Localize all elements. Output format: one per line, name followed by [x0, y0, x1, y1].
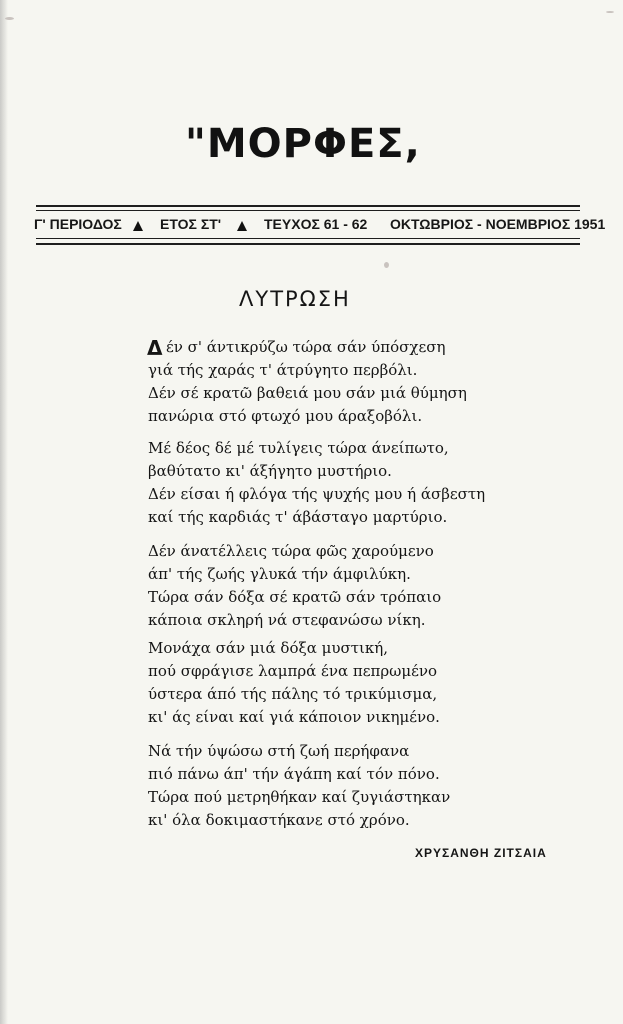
paper-speck: [606, 11, 614, 13]
bottom-rule-upper: [36, 238, 580, 239]
poem-line: κι' όλα δοκιμαστήκανε στό χρόνο.: [148, 811, 410, 829]
poem-line: Δέν είσαι ή φλόγα τής ψυχής μου ή άσβεστη: [148, 485, 486, 503]
poem-line: Δέν άνατέλλεις τώρα φῶς χαρούμενο: [148, 542, 434, 560]
period-label: Γ' ΠΕΡΙΟΔΟΣ: [34, 216, 122, 232]
poem-line: [148, 336, 518, 359]
poem-line: κάποια σκληρή νά στεφανώσω νίκη.: [148, 611, 426, 629]
poem-line: Μέ δέος δέ μέ τυλίγεις τώρα άνείπωτο,: [148, 439, 449, 457]
page-edge-shadow: [0, 0, 8, 1024]
issue-information-line: [34, 216, 606, 234]
poem-line: πού σφράγισε λαμπρά ένα πεπρωμένο: [148, 662, 438, 680]
poem-line: πανώρια στό φτωχό μου άραξοβόλι.: [148, 407, 423, 425]
top-rule-lower: [36, 210, 580, 211]
poem-line: γιά τής χαράς τ' άτρύγητο περβόλι.: [148, 361, 418, 379]
poem-line: άπ' τής ζωής γλυκά τήν άμφιλύκη.: [148, 565, 411, 583]
poem-stanza-4: [148, 637, 518, 729]
poem-title: ΛΥΤΡΩΣΗ: [239, 287, 351, 311]
poem-line: πιό πάνω άπ' τήν άγάπη καί τόν πόνο.: [148, 765, 440, 783]
poem-line-text: έν σ' άντικρύζω τώρα σάν ύπόσχεση: [166, 338, 446, 356]
separator-triangle-icon: [133, 221, 143, 231]
bottom-rule-lower: [36, 243, 580, 245]
year-label: ΕΤΟΣ ΣΤ': [160, 216, 222, 232]
poem-line: καί τής καρδιάς τ' άβάσταγο μαρτύριο.: [148, 508, 448, 526]
poem-line: Δέν σέ κρατῶ βαθειά μου σάν μιά θύμηση: [148, 384, 467, 402]
drop-cap: Δ: [147, 336, 163, 360]
separator-triangle-icon: [237, 221, 247, 231]
poem-line: κι' άς είναι καί γιά κάποιον νικημένο.: [148, 708, 440, 726]
poem-line: Τώρα πού μετρηθήκαν καί ζυγιάστηκαν: [148, 788, 451, 806]
paper-speck: [384, 262, 389, 268]
poem-stanza-5: [148, 740, 518, 832]
paper-speck: [5, 17, 14, 20]
poem-author: ΧΡΥΣΑΝΘΗ ΖΙΤΣΑΙΑ: [415, 846, 547, 860]
poem-stanza-2: [148, 437, 518, 529]
poem-stanza-1: [148, 336, 518, 428]
poem-stanza-3: [148, 540, 518, 632]
poem-line: Νά τήν ύψώσω στή ζωή περήφανα: [148, 742, 410, 760]
top-rule-upper: [36, 205, 580, 207]
date-label: ΟΚΤΩΒΡΙΟΣ - ΝΟΕΜΒΡΙΟΣ 1951: [390, 216, 606, 232]
poem-line: Τώρα σάν δόξα σέ κρατῶ σάν τρόπαιο: [148, 588, 442, 606]
magazine-title: "ΜΟΡΦΕΣ,: [185, 121, 421, 167]
poem-line: ύστερα άπό τής πάλης τό τρικύμισμα,: [148, 685, 438, 703]
poem-line: Μονάχα σάν μιά δόξα μυστική,: [148, 639, 389, 657]
issue-number-label: ΤΕΥΧΟΣ 61 - 62: [264, 216, 368, 232]
poem-line: βαθύτατο κι' άξήγητο μυστήριο.: [148, 462, 392, 480]
